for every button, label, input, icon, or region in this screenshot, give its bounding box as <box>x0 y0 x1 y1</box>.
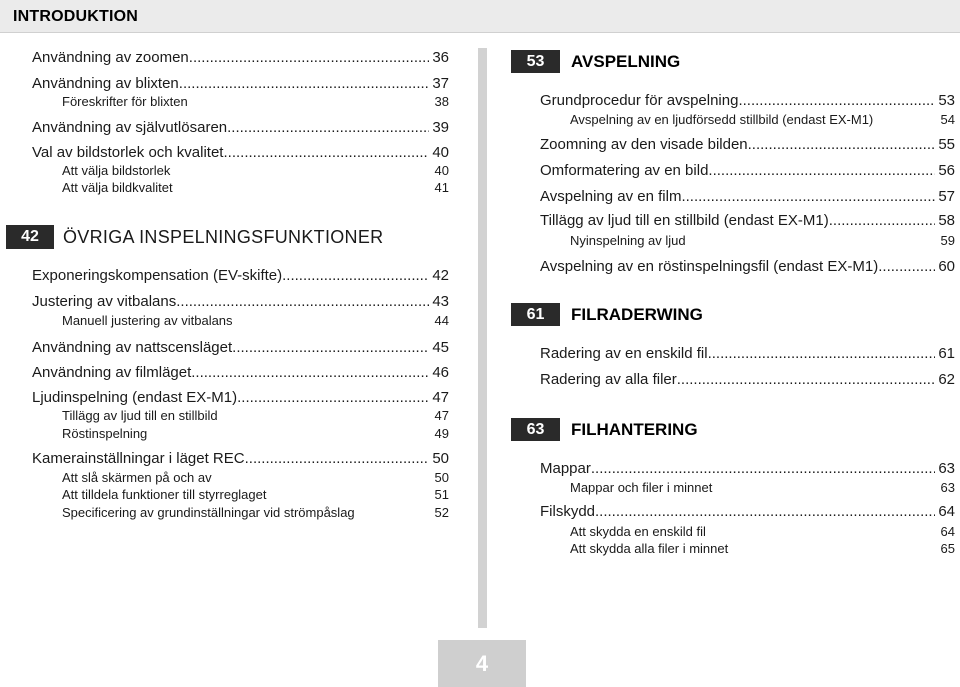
toc-entry-label: Mappar och filer i minnet <box>570 480 713 495</box>
toc-page-number: 47 <box>434 408 449 423</box>
toc-entry-label: Mappar <box>540 460 591 477</box>
toc-subentry <box>570 233 955 248</box>
toc-subentry <box>62 505 449 520</box>
page-number: 4 <box>475 650 489 676</box>
toc-leader-dots <box>878 258 935 275</box>
toc-subentry <box>62 163 449 178</box>
toc-entry-label: Att välja bildstorlek <box>62 163 171 178</box>
toc-page-number: 44 <box>434 313 449 328</box>
toc-entry <box>540 136 955 153</box>
toc-page-number: 49 <box>434 426 449 441</box>
toc-entry-label: Nyinspelning av ljud <box>570 233 686 248</box>
toc-entry-label: Grundprocedur för avspelning <box>540 92 739 109</box>
toc-page-number: 50 <box>434 470 449 485</box>
section-heading-53 <box>511 50 680 73</box>
toc-entry <box>32 389 449 406</box>
toc-entry-label: Föreskrifter för blixten <box>62 94 188 109</box>
toc-entry <box>540 92 955 109</box>
chapter-title: INTRODUKTION <box>13 8 139 25</box>
toc-entry <box>540 371 955 388</box>
toc-page-number: 54 <box>940 112 955 127</box>
toc-page-number: 51 <box>434 487 449 502</box>
toc-entry-label: Radering av en enskild fil <box>540 345 708 362</box>
toc-leader-dots <box>708 345 936 362</box>
chapter-header-bar <box>0 0 960 33</box>
toc-entry-label: Att välja bildkvalitet <box>62 180 173 195</box>
toc-page-number: 64 <box>940 524 955 539</box>
toc-page-number: 55 <box>938 136 955 153</box>
toc-page-number: 60 <box>938 258 955 275</box>
toc-subentry <box>62 180 449 195</box>
toc-entry-label: Val av bildstorlek och kvalitet <box>32 144 224 161</box>
toc-entry-label: Att skydda en enskild fil <box>570 524 706 539</box>
section-number-badge: 42 <box>6 225 54 249</box>
toc-page-number: 59 <box>940 233 955 248</box>
toc-entry-label: Användning av självutlösaren <box>32 119 228 136</box>
toc-page-number: 61 <box>938 345 955 362</box>
page-number-box <box>438 640 526 687</box>
toc-leader-dots <box>227 119 429 136</box>
toc-subentry <box>570 112 955 127</box>
toc-page-number: 40 <box>434 163 449 178</box>
toc-entry <box>32 267 449 284</box>
toc-entry-label: Exponeringskompensation (EV-skifte) <box>32 267 283 284</box>
toc-entry-label: Justering av vitbalans <box>32 293 177 310</box>
toc-page-number: 40 <box>432 144 449 161</box>
toc-entry <box>540 212 955 229</box>
toc-entry-label: Specificering av grundinställningar vid strömpåslag <box>62 505 355 520</box>
toc-entry <box>540 460 955 477</box>
toc-entry <box>32 364 449 381</box>
toc-entry-label: Ljudinspelning (endast EX-M1) <box>32 389 238 406</box>
toc-entry <box>540 345 955 362</box>
toc-entry-label: Radering av alla filer <box>540 371 677 388</box>
toc-leader-dots <box>681 188 935 205</box>
toc-subentry <box>62 426 449 441</box>
toc-entry-label: Tillägg av ljud till en stillbild (endast EX-M1) <box>540 212 829 229</box>
toc-entry-label: Filskydd <box>540 503 596 520</box>
toc-leader-dots <box>189 49 430 66</box>
toc-leader-dots <box>191 364 429 381</box>
toc-entry-label: Avspelning av en film <box>540 188 682 205</box>
toc-entry <box>32 293 449 310</box>
toc-page-number: 45 <box>432 339 449 356</box>
toc-entry-label: Zoomning av den visade bilden <box>540 136 748 153</box>
toc-leader-dots <box>237 389 429 406</box>
toc-page-number: 57 <box>938 188 955 205</box>
toc-page-number: 64 <box>938 503 955 520</box>
toc-entry <box>540 258 955 275</box>
section-title: FILHANTERING <box>571 419 698 439</box>
toc-page-number: 63 <box>940 480 955 495</box>
section-number-badge: 53 <box>511 50 560 73</box>
toc-subentry <box>570 541 955 556</box>
toc-page-number: 50 <box>432 450 449 467</box>
toc-entry <box>540 188 955 205</box>
toc-entry-label: Avspelning av en röstinspelningsfil (endast EX-M1) <box>540 258 879 275</box>
toc-entry-label: Omformatering av en bild <box>540 162 709 179</box>
toc-entry <box>540 162 955 179</box>
toc-subentry <box>62 408 449 423</box>
toc-leader-dots <box>176 293 429 310</box>
section-title: AVSPELNING <box>571 51 681 71</box>
toc-entry-label: Att slå skärmen på och av <box>62 470 212 485</box>
toc-page-number: 37 <box>432 75 449 92</box>
section-heading-61 <box>511 303 703 326</box>
toc-entry <box>32 339 449 356</box>
toc-leader-dots <box>232 339 429 356</box>
section-number-badge: 63 <box>511 418 560 441</box>
toc-subentry <box>62 487 449 502</box>
toc-page-number: 39 <box>432 119 449 136</box>
toc-leader-dots <box>595 503 935 520</box>
column-divider <box>478 48 487 628</box>
toc-entry-label: Tillägg av ljud till en stillbild <box>62 408 218 423</box>
toc-page-number: 65 <box>940 541 955 556</box>
toc-page-number: 56 <box>938 162 955 179</box>
section-title: FILRADERWING <box>571 304 703 324</box>
toc-page-number: 41 <box>434 180 449 195</box>
toc-page-number: 42 <box>432 267 449 284</box>
toc-page-number: 58 <box>938 212 955 229</box>
toc-entry <box>32 119 449 136</box>
toc-entry-label: Manuell justering av vitbalans <box>62 313 233 328</box>
toc-page-number: 62 <box>938 371 955 388</box>
toc-entry-label: Användning av zoomen <box>32 49 189 66</box>
section-heading-63 <box>511 418 698 441</box>
toc-leader-dots <box>282 267 429 284</box>
toc-entry <box>32 144 449 161</box>
toc-leader-dots <box>245 450 430 467</box>
toc-entry-label: Användning av filmläget <box>32 364 192 381</box>
toc-leader-dots <box>223 144 429 161</box>
toc-page-number: 63 <box>938 460 955 477</box>
toc-page-number: 43 <box>432 293 449 310</box>
toc-entry <box>32 49 449 66</box>
section-number-badge: 61 <box>511 303 560 326</box>
toc-subentry <box>570 480 955 495</box>
toc-entry-label: Avspelning av en ljudförsedd stillbild (endast EX-M1) <box>570 112 874 127</box>
toc-page-number: 47 <box>432 389 449 406</box>
toc-subentry <box>62 313 449 328</box>
toc-leader-dots <box>179 75 430 92</box>
toc-entry <box>32 450 449 467</box>
toc-leader-dots <box>748 136 936 153</box>
toc-leader-dots <box>591 460 935 477</box>
toc-page-number: 36 <box>432 49 449 66</box>
toc-entry-label: Användning av blixten <box>32 75 179 92</box>
toc-leader-dots <box>708 162 935 179</box>
section-heading-42 <box>6 225 383 249</box>
toc-subentry <box>570 524 955 539</box>
toc-leader-dots <box>738 92 935 109</box>
toc-entry-label: Användning av nattscensläget <box>32 339 233 356</box>
toc-entry-label: Att tilldela funktioner till styrreglaget <box>62 487 267 502</box>
toc-page-number: 38 <box>434 94 449 109</box>
toc-leader-dots <box>829 212 936 229</box>
toc-subentry <box>62 94 449 109</box>
toc-entry-label: Kamerainställningar i läget REC <box>32 450 245 467</box>
toc-entry-label: Röstinspelning <box>62 426 148 441</box>
toc-leader-dots <box>677 371 936 388</box>
section-title: ÖVRIGA INSPELNINGSFUNKTIONER <box>63 226 384 247</box>
toc-page-number: 53 <box>938 92 955 109</box>
toc-subentry <box>62 470 449 485</box>
toc-entry <box>32 75 449 92</box>
toc-page-number: 52 <box>434 505 449 520</box>
toc-entry <box>540 503 955 520</box>
toc-entry-label: Att skydda alla filer i minnet <box>570 541 729 556</box>
toc-page-number: 46 <box>432 364 449 381</box>
